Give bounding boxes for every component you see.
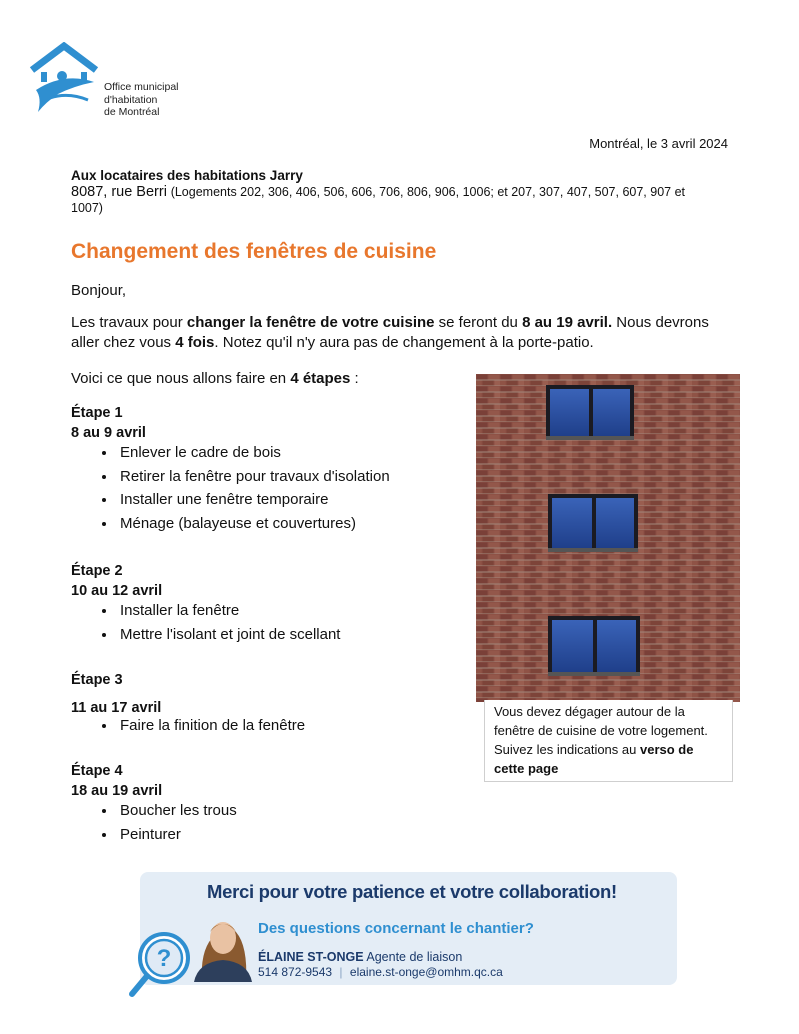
question-magnifier-icon: [126, 920, 196, 1000]
list-item: • Mettre l'isolant et joint de scellant: [117, 623, 471, 647]
contact-banner: [140, 872, 677, 985]
building-photo: [476, 374, 740, 702]
question-mark: ?: [156, 945, 172, 972]
greeting: Bonjour,: [71, 282, 127, 299]
intro-paragraph: [71, 313, 736, 353]
steps-intro-text-1: Voici ce que nous allons faire en: [71, 370, 291, 387]
list-item: • Ménage (balayeuse et couvertures): [117, 512, 471, 536]
steps-intro: [71, 369, 359, 389]
step-3: [71, 672, 471, 736]
recipient-block: [71, 168, 711, 216]
banner-question: Des questions concernant le chantier?: [258, 920, 534, 937]
org-name-line-1: Office municipal: [104, 81, 179, 93]
banner-title: Merci pour votre patience et votre collaboration!: [207, 881, 617, 902]
step-2-list: [0, 599, 471, 646]
steps-intro-bold: 4 étapes: [290, 370, 351, 387]
brick-wall-windows-image: [476, 374, 740, 702]
step-4: [71, 763, 471, 846]
avatar: [192, 902, 254, 982]
contact-name-line: [258, 950, 462, 964]
org-name-line-3: de Montréal: [104, 106, 160, 118]
list-item: • Enlever le cadre de bois: [117, 441, 471, 465]
list-item: • Peinturer: [117, 823, 471, 847]
intro-text-1: Les travaux pour: [71, 314, 187, 331]
window-top: [546, 385, 634, 440]
list-item: • Faire la finition de la fenêtre: [117, 716, 471, 736]
letter-date: Montréal, le 3 avril 2024: [589, 136, 728, 151]
list-item: • Retirer la fenêtre pour travaux d'isolation: [117, 465, 471, 489]
list-item: • Installer la fenêtre: [117, 599, 471, 623]
page-title: Changement des fenêtres de cuisine: [71, 240, 437, 263]
omhm-logo-icon: [28, 42, 100, 118]
step-3-title: Étape 3: [71, 672, 123, 688]
contact-name: ÉLAINE ST-ONGE: [258, 950, 364, 964]
recipient-heading: Aux locataires des habitations Jarry: [71, 168, 303, 183]
intro-bold-1: changer la fenêtre de votre cuisine: [186, 314, 435, 331]
step-2-dates: 10 au 12 avril: [71, 583, 163, 599]
step-4-list: [0, 799, 471, 846]
step-1-list: [0, 441, 471, 535]
step-4-title: Étape 4: [71, 763, 123, 779]
window-middle: [548, 494, 638, 552]
steps-intro-text-2: :: [350, 370, 359, 387]
step-2-title: Étape 2: [71, 563, 123, 579]
recipient-address: 8087, rue Berri: [71, 184, 167, 200]
contact-role: Agente de liaison: [366, 950, 463, 964]
window-bottom: [548, 616, 640, 676]
org-name: [104, 81, 179, 119]
step-4-dates: 18 au 19 avril: [71, 783, 163, 799]
org-name-line-2: d'habitation: [104, 93, 158, 106]
intro-text-2: se feront du: [434, 314, 523, 331]
intro-text-3: Nous devrons aller chez vous: [71, 314, 709, 351]
intro-text-4: . Notez qu'il n'y aura pas de changement à la porte-patio.: [214, 334, 594, 351]
caption-bold: verso de cette page: [494, 742, 694, 776]
photo-caption: [484, 700, 733, 782]
step-1: [71, 405, 471, 535]
recipient-units: (Logements 202, 306, 406, 506, 606, 706, 806, 906, 1006; et 207, 307, 407, 507, 607, 907 et 1007): [71, 185, 685, 215]
step-2: [71, 563, 471, 646]
step-3-list: [0, 716, 471, 736]
contact-phone[interactable]: 514 872-9543: [258, 965, 333, 979]
step-3-dates: 11 au 17 avril: [71, 700, 162, 716]
list-item: • Installer une fenêtre temporaire: [117, 488, 471, 512]
step-1-title: Étape 1: [71, 405, 123, 421]
omhm-logo: [28, 42, 198, 122]
caption-text: Vous devez dégager autour de la fenêtre de cuisine de votre logement. Suivez les indications au: [494, 704, 708, 757]
contact-details: [258, 965, 503, 979]
list-item: • Boucher les trous: [117, 799, 471, 823]
contact-email[interactable]: elaine.st-onge@omhm.qc.ca: [349, 965, 503, 979]
intro-bold-2: 8 au 19 avril.: [522, 314, 613, 331]
step-1-dates: 8 au 9 avril: [71, 425, 146, 441]
intro-bold-3: 4 fois: [175, 334, 215, 351]
contact-separator: |: [339, 965, 343, 979]
